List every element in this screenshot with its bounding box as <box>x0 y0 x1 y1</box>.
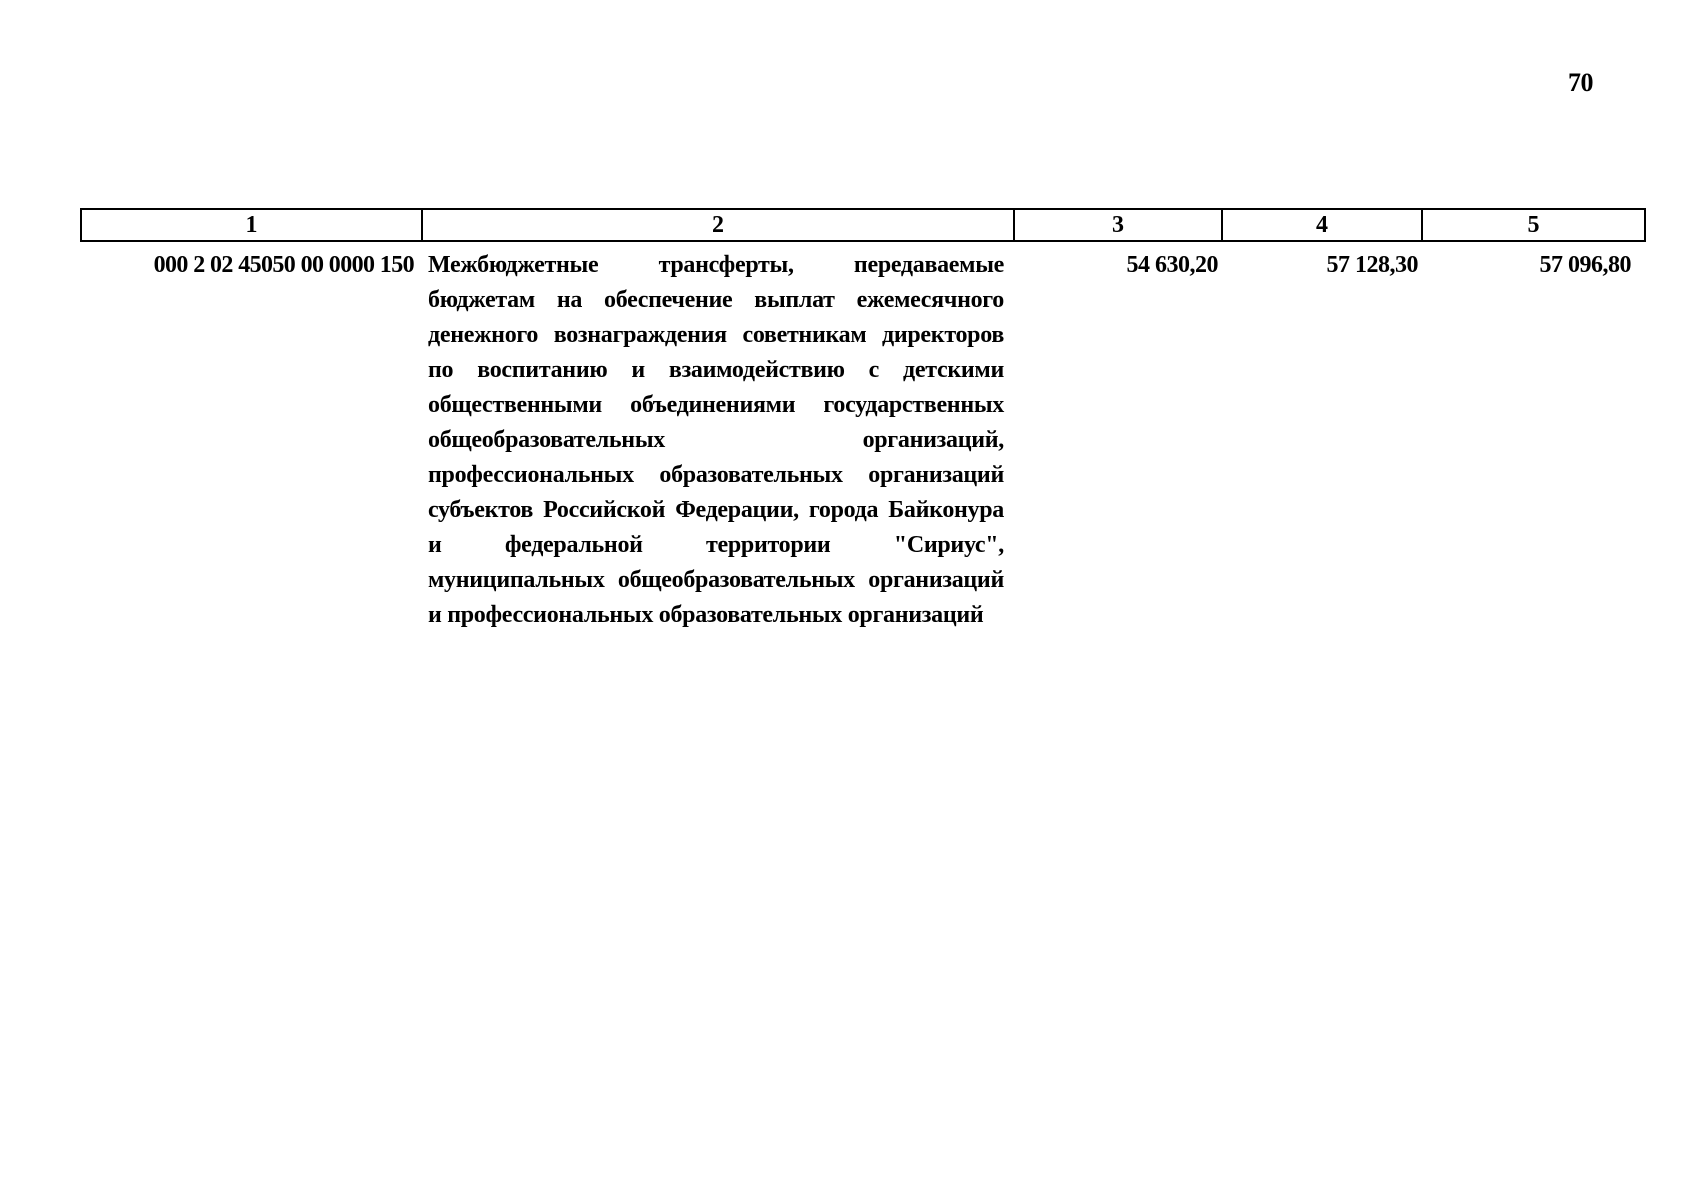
column-header-1: 1 <box>81 209 422 241</box>
amount-column-5: 57 096,80 <box>1539 252 1631 278</box>
table-row <box>81 241 1645 634</box>
amount-column-3: 54 630,20 <box>1126 252 1218 278</box>
budget-table <box>80 208 1646 634</box>
column-header-2: 2 <box>422 209 1014 241</box>
column-header-3: 3 <box>1014 209 1222 241</box>
page-number: 70 <box>1568 68 1593 97</box>
budget-classification-code: 000 2 02 45050 00 0000 150 <box>153 252 414 278</box>
table-header-row <box>81 209 1645 241</box>
revenue-description: Межбюджетные трансферты, передаваемые бюджетам на обеспечение выплат ежемесячного денежного вознаграждения советникам директоров по воспитанию и взаимодействию с детскими общественными объединениями государственных общеобразовательных организаций, профессиональных образовательных организаций субъектов Российской Федерации, города Байконура и федеральной территории "Сириус", муниципальных общеобразовательных организаций и профессиональных образовательных организаций <box>428 252 1004 628</box>
amount-column-4: 57 128,30 <box>1326 252 1418 278</box>
column-header-5: 5 <box>1422 209 1645 241</box>
column-header-4: 4 <box>1222 209 1422 241</box>
